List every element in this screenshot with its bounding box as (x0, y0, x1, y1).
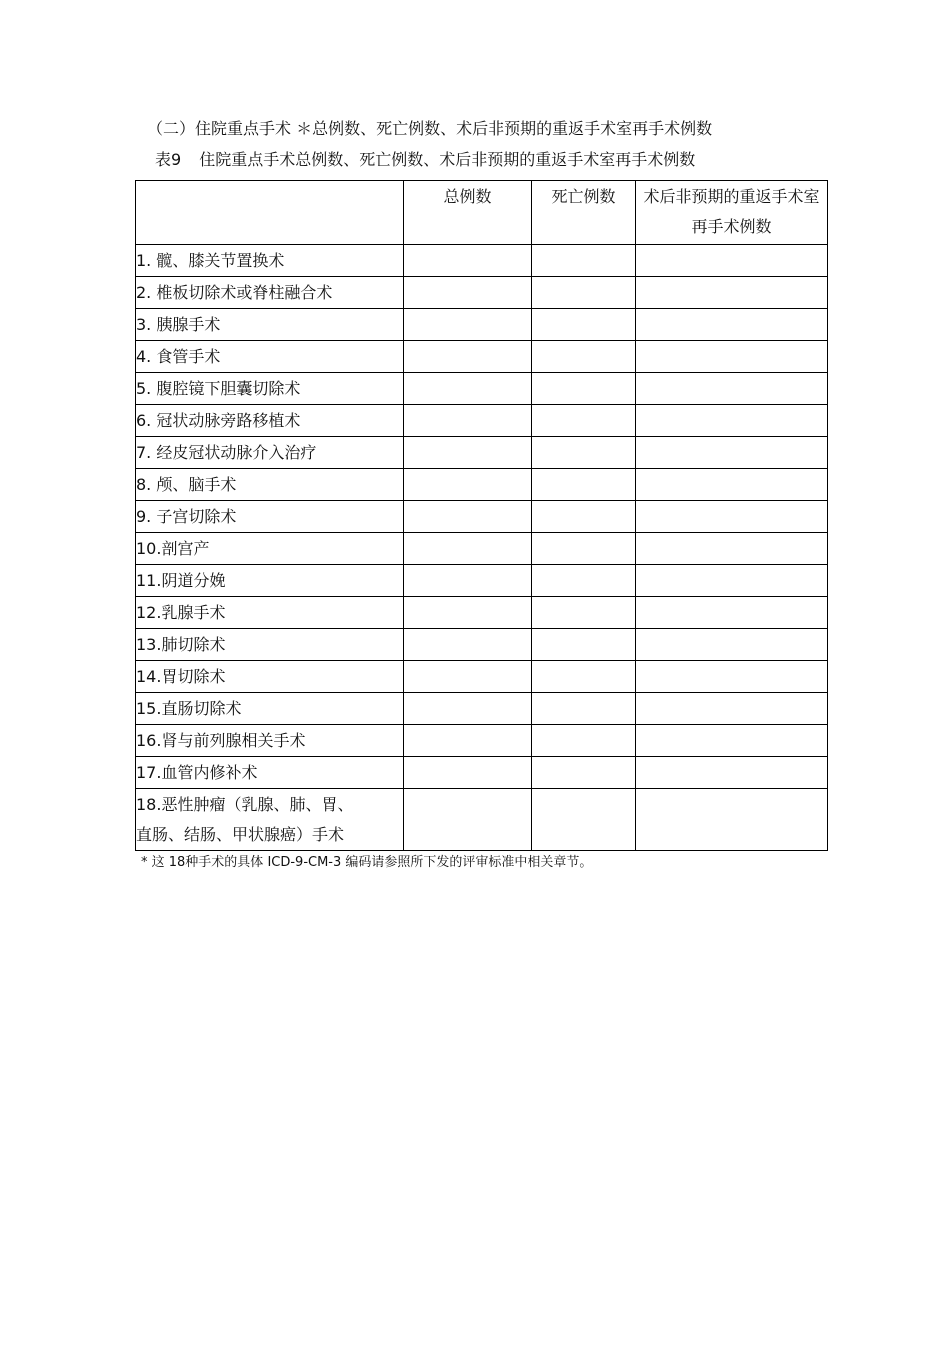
surgery-name: 13.肺切除术 (136, 629, 404, 661)
death-cases-cell (532, 693, 636, 725)
header-death-cases: 死亡例数 (532, 181, 636, 245)
reoperation-cases-cell (636, 245, 828, 277)
surgery-name: 12.乳腺手术 (136, 597, 404, 629)
total-cases-cell (404, 725, 532, 757)
reoperation-cases-cell (636, 469, 828, 501)
reoperation-cases-cell (636, 629, 828, 661)
surgery-name-line-2: 直肠、结肠、甲状腺癌）手术 (136, 824, 345, 844)
total-cases-cell (404, 277, 532, 309)
table-caption-label: 表9 (155, 150, 182, 169)
death-cases-cell (532, 277, 636, 309)
total-cases-cell (404, 437, 532, 469)
total-cases-cell (404, 469, 532, 501)
total-cases-cell (404, 757, 532, 789)
death-cases-cell (532, 533, 636, 565)
total-cases-cell (404, 629, 532, 661)
surgery-name: 5. 腹腔镜下胆囊切除术 (136, 373, 404, 405)
surgery-name: 7. 经皮冠状动脉介入治疗 (136, 437, 404, 469)
reoperation-cases-cell (636, 501, 828, 533)
table-row (136, 725, 828, 757)
total-cases-cell (404, 501, 532, 533)
total-cases-cell (404, 245, 532, 277)
surgery-name: 1. 髋、膝关节置换术 (136, 245, 404, 277)
death-cases-cell (532, 405, 636, 437)
table-row (136, 533, 828, 565)
total-cases-cell (404, 661, 532, 693)
surgery-name-line-1: 18.恶性肿瘤（乳腺、肺、胃、 (136, 794, 354, 814)
death-cases-cell (532, 725, 636, 757)
surgery-name: 16.肾与前列腺相关手术 (136, 725, 404, 757)
header-total-cases: 总例数 (404, 181, 532, 245)
reoperation-cases-cell (636, 437, 828, 469)
reoperation-cases-cell (636, 565, 828, 597)
table-caption-title: 住院重点手术总例数、死亡例数、术后非预期的重返手术室再手术例数 (199, 150, 696, 169)
table-row (136, 789, 828, 851)
total-cases-cell (404, 309, 532, 341)
death-cases-cell (532, 341, 636, 373)
reoperation-cases-cell (636, 693, 828, 725)
death-cases-cell (532, 437, 636, 469)
section-heading: （二）住院重点手术 ＊总例数、死亡例数、术后非预期的重返手术室再手术例数 (147, 119, 713, 138)
table-row (136, 565, 828, 597)
death-cases-cell (532, 469, 636, 501)
table-row (136, 437, 828, 469)
surgery-name: 17.血管内修补术 (136, 757, 404, 789)
table-row (136, 373, 828, 405)
total-cases-cell (404, 373, 532, 405)
reoperation-cases-cell (636, 757, 828, 789)
death-cases-cell (532, 597, 636, 629)
surgery-name: 6. 冠状动脉旁路移植术 (136, 405, 404, 437)
surgery-name: 10.剖宫产 (136, 533, 404, 565)
table-row (136, 245, 828, 277)
footnote: * 这 18种手术的具体 ICD-9-CM-3 编码请参照所下发的评审标准中相关章节。 (141, 855, 593, 870)
death-cases-cell (532, 245, 636, 277)
reoperation-cases-cell (636, 533, 828, 565)
death-cases-cell (532, 501, 636, 533)
surgery-name: 8. 颅、脑手术 (136, 469, 404, 501)
table-row (136, 693, 828, 725)
table-caption (155, 149, 695, 171)
surgery-name (136, 789, 404, 851)
surgery-name: 14.胃切除术 (136, 661, 404, 693)
total-cases-cell (404, 341, 532, 373)
table-row (136, 661, 828, 693)
total-cases-cell (404, 789, 532, 851)
death-cases-cell (532, 565, 636, 597)
reoperation-cases-cell (636, 341, 828, 373)
reoperation-cases-cell (636, 373, 828, 405)
table-row (136, 405, 828, 437)
death-cases-cell (532, 789, 636, 851)
death-cases-cell (532, 661, 636, 693)
death-cases-cell (532, 309, 636, 341)
death-cases-cell (532, 757, 636, 789)
surgery-name: 15.直肠切除术 (136, 693, 404, 725)
table-row (136, 629, 828, 661)
reoperation-cases-cell (636, 725, 828, 757)
total-cases-cell (404, 597, 532, 629)
table-header-row (136, 181, 828, 245)
reoperation-cases-cell (636, 277, 828, 309)
reoperation-cases-cell (636, 309, 828, 341)
table-row (136, 597, 828, 629)
surgery-name: 4. 食管手术 (136, 341, 404, 373)
header-blank (136, 181, 404, 245)
total-cases-cell (404, 533, 532, 565)
total-cases-cell (404, 405, 532, 437)
table-row (136, 341, 828, 373)
reoperation-cases-cell (636, 789, 828, 851)
death-cases-cell (532, 629, 636, 661)
death-cases-cell (532, 373, 636, 405)
table-row (136, 501, 828, 533)
surgery-name: 9. 子宫切除术 (136, 501, 404, 533)
surgery-name: 3. 胰腺手术 (136, 309, 404, 341)
surgery-name: 2. 椎板切除术或脊柱融合术 (136, 277, 404, 309)
reoperation-cases-cell (636, 405, 828, 437)
total-cases-cell (404, 565, 532, 597)
surgery-name: 11.阴道分娩 (136, 565, 404, 597)
table-row (136, 469, 828, 501)
table-row (136, 757, 828, 789)
table-row (136, 309, 828, 341)
header-reoperation-cases: 术后非预期的重返手术室再手术例数 (636, 181, 828, 245)
reoperation-cases-cell (636, 597, 828, 629)
reoperation-cases-cell (636, 661, 828, 693)
total-cases-cell (404, 693, 532, 725)
surgery-table (135, 180, 828, 851)
table-row (136, 277, 828, 309)
